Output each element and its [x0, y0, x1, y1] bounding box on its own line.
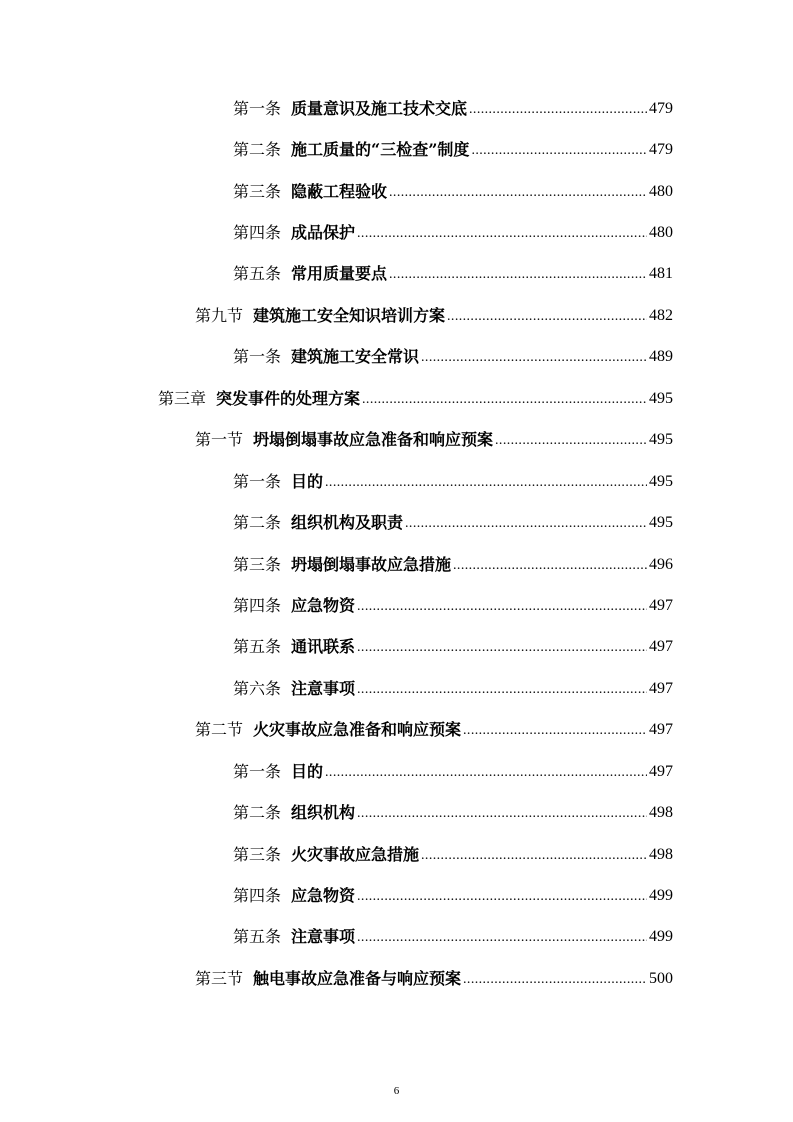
toc-entry-title: 火灾事故应急准备和响应预案	[253, 720, 462, 740]
toc-entry[interactable]	[0, 337, 793, 378]
toc-entry-number: 第三节	[195, 968, 244, 988]
toc-entry-page: 499	[649, 887, 673, 905]
toc-entry-page: 497	[649, 721, 673, 739]
toc-entry[interactable]	[0, 585, 793, 626]
toc-entry[interactable]	[0, 461, 793, 502]
toc-dot-leader	[389, 183, 647, 203]
toc-entry-title: 目的	[291, 471, 324, 491]
toc-entry-number: 第一节	[195, 430, 244, 450]
toc-entry-title: 注意事项	[291, 678, 356, 698]
toc-entry-number: 第一条	[233, 347, 282, 367]
toc-entry[interactable]	[0, 875, 793, 916]
toc-dot-leader	[357, 638, 647, 658]
toc-entry-title: 注意事项	[291, 927, 356, 947]
toc-entry-page: 495	[649, 514, 673, 532]
toc-entry-title: 建筑施工安全常识	[291, 347, 420, 367]
toc-dot-leader	[405, 514, 647, 534]
toc-entry-page: 479	[649, 141, 673, 159]
toc-dot-leader	[362, 390, 647, 410]
toc-entry-number: 第三条	[233, 844, 282, 864]
toc-entry-number: 第三条	[233, 181, 282, 201]
toc-entry-number: 第五条	[233, 264, 282, 284]
toc-entry[interactable]	[0, 254, 793, 295]
toc-dot-leader	[463, 721, 647, 741]
toc-entry-title: 建筑施工安全知识培训方案	[253, 305, 446, 325]
toc-entry-page: 479	[649, 99, 673, 117]
toc-entry-page: 497	[649, 596, 673, 614]
toc-entry-number: 第五条	[233, 637, 282, 657]
toc-entry-number: 第二条	[233, 140, 282, 160]
toc-dot-leader	[357, 224, 647, 244]
toc-entry-title: 坍塌倒塌事故应急准备和响应预案	[253, 430, 494, 450]
toc-dot-leader	[325, 763, 647, 783]
toc-entry[interactable]	[0, 171, 793, 212]
toc-entry[interactable]	[0, 958, 793, 999]
toc-dot-leader	[357, 928, 647, 948]
toc-entry-title: 通讯联系	[291, 637, 356, 657]
toc-dot-leader	[495, 431, 647, 451]
toc-entry-title: 施工质量的“三检查”制度	[291, 140, 470, 160]
toc-entry-title: 目的	[291, 761, 324, 781]
toc-dot-leader	[325, 473, 647, 493]
toc-entry-page: 495	[649, 431, 673, 449]
toc-dot-leader	[469, 100, 647, 120]
toc-entry-title: 突发事件的处理方案	[216, 388, 361, 408]
toc-entry-page: 499	[649, 928, 673, 946]
toc-entry-title: 隐蔽工程验收	[291, 181, 388, 201]
toc-entry[interactable]	[0, 627, 793, 668]
toc-entry-number: 第二节	[195, 720, 244, 740]
toc-entry-page: 482	[649, 306, 673, 324]
toc-entry-page: 500	[649, 969, 673, 987]
toc-entry[interactable]	[0, 502, 793, 543]
toc-entry-title: 触电事故应急准备与响应预案	[253, 968, 462, 988]
toc-entry-number: 第二条	[233, 513, 282, 533]
toc-dot-leader	[453, 556, 647, 576]
toc-entry[interactable]	[0, 834, 793, 875]
toc-entry-page: 497	[649, 679, 673, 697]
toc-entry-page: 495	[649, 389, 673, 407]
toc-entry-title: 坍塌倒塌事故应急措施	[291, 554, 452, 574]
toc-entry-number: 第六条	[233, 678, 282, 698]
toc-dot-leader	[357, 804, 647, 824]
toc-entry-title: 常用质量要点	[291, 264, 388, 284]
toc-entry-number: 第九节	[195, 305, 244, 325]
toc-entry-title: 应急物资	[291, 595, 356, 615]
toc-entry-number: 第一条	[233, 471, 282, 491]
toc-entry-page: 496	[649, 555, 673, 573]
toc-entry[interactable]	[0, 917, 793, 958]
toc-entry-page: 481	[649, 265, 673, 283]
toc-entry-page: 498	[649, 804, 673, 822]
toc-entry[interactable]	[0, 378, 793, 419]
toc-entry[interactable]	[0, 792, 793, 833]
toc-entry-number: 第四条	[233, 595, 282, 615]
toc-entry[interactable]	[0, 88, 793, 129]
toc-entry-number: 第三条	[233, 554, 282, 574]
toc-entry-title: 成品保护	[291, 223, 356, 243]
toc-entry-title: 火灾事故应急措施	[291, 844, 420, 864]
toc-dot-leader	[357, 597, 647, 617]
toc-entry-number: 第二条	[233, 803, 282, 823]
toc-entry[interactable]	[0, 668, 793, 709]
toc-entry[interactable]	[0, 129, 793, 170]
toc-entry-page: 498	[649, 845, 673, 863]
toc-entry[interactable]	[0, 751, 793, 792]
toc-dot-leader	[421, 846, 647, 866]
toc-dot-leader	[421, 348, 647, 368]
table-of-contents	[0, 88, 793, 1000]
toc-dot-leader	[463, 970, 647, 990]
toc-dot-leader	[471, 141, 647, 161]
toc-entry-number: 第五条	[233, 927, 282, 947]
toc-entry-number: 第四条	[233, 886, 282, 906]
toc-entry[interactable]	[0, 710, 793, 751]
toc-entry-page: 480	[649, 224, 673, 242]
toc-entry-number: 第四条	[233, 223, 282, 243]
toc-entry-number: 第三章	[158, 388, 207, 408]
toc-entry-page: 497	[649, 762, 673, 780]
toc-entry-page: 497	[649, 638, 673, 656]
toc-dot-leader	[447, 307, 647, 327]
toc-entry[interactable]	[0, 420, 793, 461]
toc-dot-leader	[357, 887, 647, 907]
toc-dot-leader	[389, 265, 647, 285]
toc-entry-number: 第一条	[233, 98, 282, 118]
toc-entry-page: 489	[649, 348, 673, 366]
toc-entry-title: 应急物资	[291, 886, 356, 906]
toc-entry-title: 质量意识及施工技术交底	[291, 98, 468, 118]
toc-entry-title: 组织机构及职责	[291, 513, 404, 533]
page-number: 6	[393, 1085, 400, 1097]
toc-dot-leader	[357, 680, 647, 700]
toc-entry[interactable]	[0, 295, 793, 336]
toc-entry[interactable]	[0, 544, 793, 585]
toc-entry-number: 第一条	[233, 761, 282, 781]
toc-entry[interactable]	[0, 212, 793, 253]
toc-entry-page: 480	[649, 182, 673, 200]
toc-entry-title: 组织机构	[291, 803, 356, 823]
toc-entry-page: 495	[649, 472, 673, 490]
